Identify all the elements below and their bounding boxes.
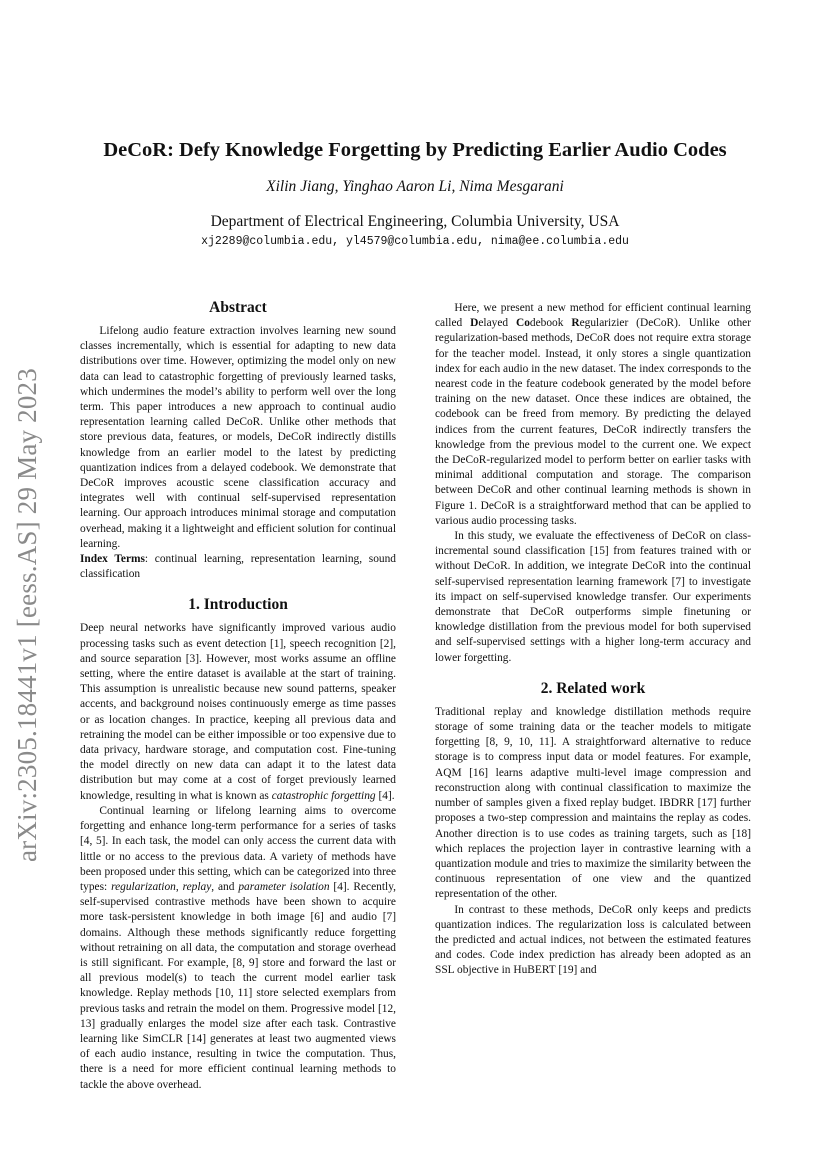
arxiv-side-label: arXiv:2305.18441v1 [eess.AS] 29 May 2023	[12, 368, 42, 862]
intro-p3-text-a: Here, we present a new method for efficient continual learning called	[435, 302, 751, 330]
intro-p2-text-b: [4]. Recently, self-supervised contrastive methods have been shown to acquire more task-persistent knowledge in both image [6] and audio [7] domains. Although these methods significantly reduce forgetting without retraining on all data, the computation and storage overhead is still significant. For example, [8, 9] store and forward the last or all previous model(s) to teach the current model earlier task knowledge. Replay methods [10, 11] store selected exemplars from previous tasks and retrain the model on them. Progressive model [12, 13] gradually enlarges the model size after each task. Contrastive learning like SimCLR [14] generates at least two augmented views of each audio instance, resulting in twice the computation. Thus, there is a need for more efficient continual learning methods to tackle the above overhead.	[80, 880, 396, 1091]
intro-p2-sep-1: ,	[175, 880, 183, 893]
intro-p3-bold-d: D	[470, 317, 479, 330]
related-paragraph-2: In contrast to these methods, DeCoR only keeps and predicts quantization indices. The regularization loss is calculated between the predicted and actual indices, not between the estimated features and codes. Code index prediction has already been adopted as an SSL objective in HuBERT [19] and	[435, 903, 751, 977]
intro-p1-end: [4].	[375, 789, 395, 802]
intro-p2-em-replay: replay	[182, 880, 212, 893]
intro-p3-bold-r: R	[571, 317, 580, 330]
intro-p2-text-a: Continual learning or lifelong learning aims to overcome forgetting and enhance long-term performance for a series of tasks [4, 5]. In each task, the model can only access the current data with little or no access to the previous data. A variety of methods have been proposed under this setting, which can be categorized into three types:	[80, 804, 396, 893]
authors: Xilin Jiang, Yinghao Aaron Li, Nima Mesgarani	[266, 178, 564, 195]
author-emails: xj2289@columbia.edu, yl4579@columbia.edu, nima@ee.columbia.edu	[201, 235, 629, 248]
paper-title: DeCoR: Defy Knowledge Forgetting by Predicting Earlier Audio Codes	[103, 139, 727, 161]
intro-paragraph-3	[435, 301, 751, 529]
intro-p3-text-c: egularizier (DeCoR). Unlike other regularization-based methods, DeCoR does not require extra storage for the teacher model. Instead, it only stores a single quantization index for each audio in the new dataset. The index corresponds to the nearest code in the feature codebook generated by the model before training on the new dataset. Once these indices are obtained, the codebook can be freed from memory. By predicting the delayed indices from the current features, DeCoR indirectly transfers the knowledge from the previous model to the current one. We expect the DeCoR-regularized model to perform better on earlier tasks with minimal additional computation and storage. The comparison between DeCoR and other continual learning methods is shown in Figure 1. DeCoR is a straightforward method that can be applied to various audio processing tasks.	[435, 317, 751, 527]
index-terms-label: Index Terms	[80, 553, 145, 566]
intro-p2-em-parameter-isolation: parameter isolation	[238, 880, 330, 893]
affiliation: Department of Electrical Engineering, Columbia University, USA	[210, 213, 620, 230]
intro-paragraph-2	[80, 804, 396, 1093]
intro-p1-emphasis: catastrophic forgetting	[271, 789, 376, 802]
abstract-heading: Abstract	[209, 299, 267, 316]
left-column	[80, 299, 396, 1093]
intro-p1-text: Deep neural networks have significantly improved various audio processing tasks such as event detection [1], speech recognition [2], and source separation [3]. However, most works assume an offline setting, where the entire dataset is available at the start of training. This assumption is unrealistic because new sound patterns, speaker accents, and background noises continuously emerge as time passes or as location changes. In practice, keeping all previous data and retraining the model can be either impossible or too expensive due to data privacy, hardware storage, and computation cost. Fine-tuning the model directly on new data can adapt it to the latest data distribution but may come at a cost of forget previously learned knowledge, resulting in what is known as	[80, 622, 396, 802]
intro-paragraph-1	[80, 621, 396, 803]
introduction-heading: 1. Introduction	[188, 596, 288, 614]
right-column	[435, 301, 751, 979]
intro-p2-sep-2: , and	[211, 880, 239, 893]
index-terms-text: : continual learning, representation learning, sound classification	[80, 553, 396, 581]
intro-p2-em-regularization: regularization	[111, 880, 176, 893]
related-paragraph-1: Traditional replay and knowledge distillation methods require storage of some training data or the teacher models to mitigate forgetting [8, 9, 10, 11]. A straightforward alternative to reduce storage is to compress input data or model features. For example, AQM [16] learns adaptive multi-level image compression and reconstruction along with continual classification to maximize the number of samples given a fixed replay budget. IBDRR [17] further proposes a two-step compression and maintains the replay as codes. Another direction is to use codes as training targets, such as [18] which replaces the projection layer in contrastive learning with a quantization module and tries to maximize the similarity between the continuous representation of one view and the quantized representation of the other.	[435, 705, 751, 901]
abstract-body: Lifelong audio feature extraction involves learning new sound classes incrementally, which is essential for adapting to new data distributions over time. However, optimizing the model only on new data can lead to catastrophic forgetting of previously learned tasks, which undermines the model’s ability to perform well over the long term. This paper introduces a new approach to continual audio representation learning called DeCoR. Unlike other methods that store previous data, features, or models, DeCoR indirectly distills knowledge from an earlier model to the latest by predicting quantization indices from a delayed codebook. We demonstrate that DeCoR improves acoustic scene classification accuracy and integrates well with continual self-supervised representation learning. Our approach introduces minimal storage and computation overhead, making it a lightweight and efficient solution for continual learning.	[80, 325, 396, 550]
intro-paragraph-4: In this study, we evaluate the effectiveness of DeCoR on class-incremental sound classification [15] from features trained with or without DeCoR. In addition, we integrate DeCoR into the continual self-supervised representation learning framework [7] to investigate its impact on self-supervised knowledge transfer. Our experiments demonstrate that DeCoR outperforms simple finetuning or knowledge distillation from the previous model for both supervised and self-supervised settings with a higher long-term accuracy and lower forgetting.	[435, 530, 751, 664]
index-terms	[80, 552, 396, 582]
related-work-heading: 2. Related work	[540, 679, 646, 697]
intro-p3-elayed: elayed	[478, 317, 516, 330]
intro-p3-bold-co: Co	[515, 317, 530, 330]
intro-p3-debook: debook	[529, 317, 572, 330]
